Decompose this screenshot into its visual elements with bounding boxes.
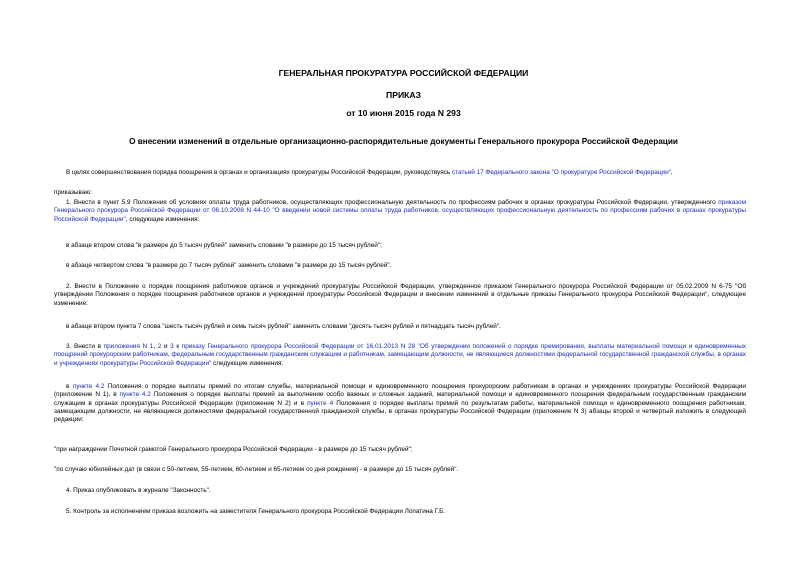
item-3 (54, 343, 746, 368)
item-1-text: 1. Внести в пункт 5.9 Положения об условиях оплаты труда работников, осуществляющих профессиональную деятельность по профессиям рабочих в органах прокуратуры Российской Федерации, утвержденного (66, 199, 719, 206)
quote-1: "при награждении Почетной грамотой Генерального прокурора Российской Федерации - в размере до 15 тысяч рублей"; (54, 446, 413, 453)
sep-2: и (161, 343, 171, 350)
preamble-tail: , (670, 169, 673, 176)
document-subject: О внесении изменений в отдельные организационно-распорядительные документы Генерального прокурора Российской Федерации (129, 137, 678, 146)
appendix-2-link[interactable]: 2 (157, 343, 162, 350)
item-3-pre: 3. Внести в (66, 343, 104, 350)
sep-3: к (173, 343, 182, 350)
preamble-text: В целях совершенствования порядка поощрения в органах и организациях прокуратуры Российской Федерации, руководствуясь (66, 169, 452, 176)
item-1-tail: , следующие изменения: (125, 215, 200, 223)
document-type: ПРИКАЗ (386, 90, 421, 100)
sep-1: , (153, 343, 158, 350)
quote-2: "по случаю юбилейных дат (в связи с 50-летием, 55-летием, 60-летием и 65-летием со дня рождения) - в размере до 15 тысяч рублей". (54, 466, 459, 473)
item-5: 5. Контроль за исполнением приказа возложить на заместителя Генерального прокурора Российской Федерации Лопатина Г.Б. (66, 508, 446, 515)
appendix-1-link[interactable]: приложения N 1 (103, 343, 154, 350)
item-3-a-text-1: Положения о порядке выплаты премий по итогам службы, материальной помощи и единовременного поощрения прокурорским работникам в органах и учреждениях прокуратуры Российской Федерации (приложение N 1), в (54, 383, 747, 399)
clause-4-link[interactable]: пункте 4 (307, 399, 334, 407)
clause-4-2-link-b[interactable]: пункте 4.2 (119, 391, 151, 399)
item-2: 2. Внести в Положение о порядке поощрения работников органов и учреждений прокуратуры Российской Федерации, утвержденное приказом Генерального прокурора Российской Федерации от 05.02.2009 N 6-75 "Об утверждении Положения о порядке поощрения работников органов и учреждений прокуратуры Российской Федерации и внесении изменений в отдельные приказы Генерального прокурора Российской Федерации", следующее изменение: (54, 283, 746, 307)
item-4: 4. Приказ опубликовать в журнале "Законность". (66, 487, 211, 494)
date-number: от 10 июня 2015 года N 293 (346, 108, 461, 118)
item-3-change-a (54, 383, 746, 424)
appendix-3-link[interactable]: 3 (170, 343, 174, 350)
preamble (66, 169, 746, 177)
item-1-change-b: в абзаце четвертом слова "в размере до 7 тысяч рублей" заменить словами "в размере до 15 тысяч рублей". (66, 262, 392, 269)
law-article-link[interactable]: статьей 17 Федерального закона "О прокуратуре Российской Федерации" (452, 169, 671, 176)
order-word: приказываю: (54, 189, 92, 196)
clause-4-2-link-a[interactable]: пункте 4.2 (72, 383, 105, 390)
organization-title: ГЕНЕРАЛЬНАЯ ПРОКУРАТУРА РОССИЙСКОЙ ФЕДЕРАЦИИ (278, 68, 529, 78)
order-2008-link[interactable]: приказом Генерального прокурора Российской Федерации от 06.10.2008 N 44-10 "О введении новой системы оплаты труда работников, осуществляющих профессиональную деятельность по профессиям рабочих в органах прокуратуры Российской Федерации" (54, 199, 746, 223)
item-3-a-pre: в (66, 383, 73, 390)
item-3-a-text-2: Положения о порядке выплаты премий за выполнение особо важных и сложных заданий, материальной помощи и единовременного поощрения федеральным государственным гражданским служащим в органах прокуратуры Российской Федерации (приложение N 2) и в (54, 391, 746, 407)
item-1-change-a: в абзаце втором слова "в размере до 5 тысяч рублей" заменить словами "в размере до 15 тысяч рублей"; (66, 242, 382, 249)
item-1 (54, 199, 746, 224)
item-3-a-text-3: Положения о порядке выплаты премий по результатам работы, материальной помощи и единовременного поощрения работникам, замещающим должности, не являющиеся должностями федеральной государственной гражданской службы, в органах прокуратуры Российской Федерации (приложение N 3) абзацы второй и четвертый изложить в следующей редакции: (54, 399, 746, 424)
item-2-change-a: в абзаце втором пункта 7 слова "шесть тысяч рублей и семь тысяч рублей" заменить словами "десять тысяч рублей и пятнадцать тысяч рублей". (66, 323, 501, 330)
order-2013-link[interactable]: приказу Генерального прокурора Российской Федерации от 16.01.2013 N 28 "Об утверждении положений о порядке премирования, выплаты материальной помощи и единовременных поощрений прокурорским работникам, федеральным государственным гражданским служащим и работникам, замещающим должности, не являющиеся должностями федеральной государственной гражданской службы, в органах и учреждениях прокуратуры Российской Федерации" (54, 343, 746, 367)
item-3-tail: следующие изменения: (211, 359, 284, 367)
